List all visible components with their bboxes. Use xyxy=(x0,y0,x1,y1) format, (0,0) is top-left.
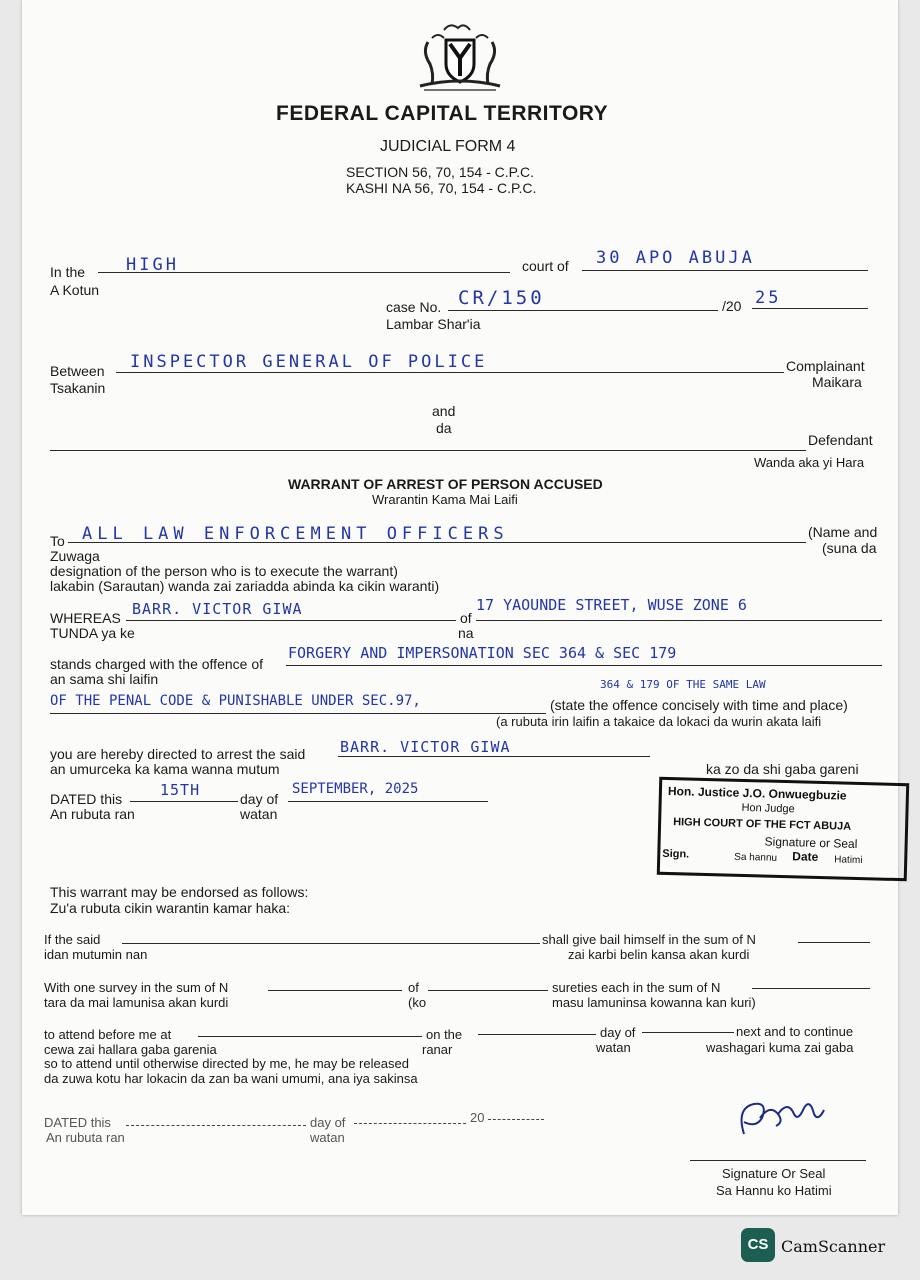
stamp-court: HIGH COURT OF THE FCT ABUJA xyxy=(672,816,852,833)
state-offence-note: (state the offence concisely with time and place) xyxy=(550,697,848,713)
signature-label-hausa: Sa Hannu ko Hatimi xyxy=(716,1183,832,1198)
dated-day-value: 15TH xyxy=(160,781,201,799)
survey-of-label: of xyxy=(408,980,419,995)
defendant-hausa: Wanda aka yi Hara xyxy=(754,455,865,470)
state-offence-note-hausa: (a rubuta irin laifin a takaice da lokaci da wurin akata laifi xyxy=(496,714,822,729)
whereas-hausa: TUNDA ya ke xyxy=(50,625,135,641)
day-of-hausa: watan xyxy=(240,806,278,822)
stamp-signature-label: Signature or Seal xyxy=(764,834,858,851)
directed-value: BARR. VICTOR GIWA xyxy=(340,738,511,756)
document-page xyxy=(22,0,898,1215)
form-number: JUDICIAL FORM 4 xyxy=(380,138,516,155)
on-the-hausa: ranar xyxy=(422,1042,453,1057)
bottom-dated-label: DATED this xyxy=(44,1115,111,1130)
of-label: of xyxy=(460,610,472,626)
attend-day-of-hausa: watan xyxy=(596,1040,631,1055)
survey-hausa: tara da mai lamunisa akan kurdi xyxy=(44,995,229,1010)
name-and-label: (Name and xyxy=(808,524,878,540)
charged-label: stands charged with the offence of xyxy=(50,656,263,672)
attend-label: to attend before me at xyxy=(44,1027,172,1042)
to-label: To xyxy=(50,533,65,549)
attend-day-of-label: day of xyxy=(600,1025,636,1040)
offence-line-2: OF THE PENAL CODE & PUNISHABLE UNDER SEC.97, xyxy=(50,693,421,709)
offence-superscript: 364 & 179 OF THE SAME LAW xyxy=(600,678,766,691)
defendant-label: Defendant xyxy=(808,432,873,448)
bottom-day-of-label: day of xyxy=(310,1115,346,1130)
section-reference-hausa: KASHI NA 56, 70, 154 - C.P.C. xyxy=(346,180,537,196)
next-hausa: washagari kuma zai gaba xyxy=(706,1040,854,1055)
complainant-label: Complainant xyxy=(786,358,865,374)
bail-label: shall give bail himself in the sum of N xyxy=(542,932,756,947)
sureties-label: sureties each in the sum of N xyxy=(552,980,721,995)
dated-label: DATED this xyxy=(50,791,123,807)
stamp-hatimi: Hatimi xyxy=(834,854,863,867)
stamp-title: Hon Judge xyxy=(741,801,795,816)
case-no-value: CR/150 xyxy=(458,287,545,309)
bottom-year-prefix: 20 xyxy=(470,1110,485,1125)
endorsement-intro: This warrant may be endorsed as follows: xyxy=(50,884,309,900)
bottom-watan-label: watan xyxy=(310,1130,345,1145)
dated-month-value: SEPTEMBER, 2025 xyxy=(292,781,419,797)
bail-hausa: zai karbi belin kansa akan kurdi xyxy=(568,947,750,962)
in-the-hausa: A Kotun xyxy=(50,282,100,298)
camscanner-logo-icon: CS xyxy=(741,1228,775,1262)
case-no-hausa: Lambar Shar'ia xyxy=(386,316,481,332)
designation-note-hausa: lakabin (Sarautan) wanda zai zariadda abinda ka cikin waranti) xyxy=(50,578,440,594)
if-said-hausa: idan mutumin nan xyxy=(44,947,148,962)
bottom-dated-hausa: An rubuta ran xyxy=(46,1130,125,1145)
and-hausa: da xyxy=(436,420,452,436)
offence-line-1: FORGERY AND IMPERSONATION SEC 364 & SEC 179 xyxy=(288,644,677,662)
ka-zo-text: ka zo da shi gaba gareni xyxy=(706,761,859,777)
sureties-hausa: masu lamuninsa kowanna kan kuri) xyxy=(552,995,756,1010)
endorsement-intro-hausa: Zu'a rubuta cikin warantin kamar haka: xyxy=(50,900,291,916)
camscanner-name: CamScanner xyxy=(781,1237,886,1256)
warrant-heading-hausa: Wrarantin Kama Mai Laifi xyxy=(372,492,518,507)
between-hausa: Tsakanin xyxy=(50,380,106,396)
accused-value: BARR. VICTOR GIWA xyxy=(132,600,303,618)
court-of-label: court of xyxy=(522,258,569,274)
attend-hausa: cewa zai hallara gaba garenia xyxy=(44,1042,217,1057)
on-the-label: on the xyxy=(426,1027,463,1042)
designation-note: designation of the person who is to execute the warrant) xyxy=(50,563,398,579)
directed-hausa: an umurceka ka kama wanna mutum xyxy=(50,761,280,777)
to-value: ALL LAW ENFORCEMENT OFFICERS xyxy=(82,524,509,544)
survey-of-hausa: (ko xyxy=(408,995,427,1010)
so-attend-hausa: da zuwa kotu har lokacin da zan ba wani umumi, ana iya sakinsa xyxy=(44,1071,418,1086)
case-no-label: case No. xyxy=(386,299,442,315)
warrant-heading: WARRANT OF ARREST OF PERSON ACCUSED xyxy=(288,476,603,492)
year-value: 25 xyxy=(755,288,782,308)
next-label: next and to continue xyxy=(736,1024,854,1039)
dated-hausa: An rubuta ran xyxy=(50,806,135,822)
survey-label: With one survey in the sum of N xyxy=(44,980,229,995)
court-location-value: 30 APO ABUJA xyxy=(596,248,755,268)
signature-mark xyxy=(730,1094,840,1144)
stamp-sign-label: Sign. xyxy=(662,847,690,861)
address-value: 17 YAOUNDE STREET, WUSE ZONE 6 xyxy=(476,596,747,614)
charged-hausa: an sama shi laifin xyxy=(50,671,159,687)
and-label: and xyxy=(432,403,456,419)
signature-label: Signature Or Seal xyxy=(722,1166,826,1181)
stamp-date-label: Date xyxy=(792,849,819,864)
complainant-hausa: Maikara xyxy=(812,374,862,390)
in-the-label: In the xyxy=(50,264,86,280)
year-prefix: /20 xyxy=(722,298,742,314)
day-of-label: day of xyxy=(240,791,279,807)
to-hausa: Zuwaga xyxy=(50,548,100,564)
stamp-sa-hannu: Sa hannu xyxy=(734,851,778,864)
whereas-label: WHEREAS xyxy=(50,610,121,626)
stamp-judge-name: Hon. Justice J.O. Onwuegbuzie xyxy=(667,783,847,803)
suna-da-label: (suna da xyxy=(822,540,877,556)
document-title: FEDERAL CAPITAL TERRITORY xyxy=(276,102,609,125)
section-reference: SECTION 56, 70, 154 - C.P.C. xyxy=(346,164,535,180)
judge-stamp xyxy=(657,777,909,882)
so-attend-text: so to attend until otherwise directed by me, he may be released xyxy=(44,1056,409,1071)
between-label: Between xyxy=(50,363,105,379)
complainant-value: INSPECTOR GENERAL OF POLICE xyxy=(130,352,488,372)
court-name-value: HIGH xyxy=(126,255,179,275)
if-said-label: If the said xyxy=(44,932,101,947)
coat-of-arms-icon xyxy=(414,22,506,94)
directed-label: you are hereby directed to arrest the said xyxy=(50,746,306,762)
of-hausa: na xyxy=(458,625,474,641)
